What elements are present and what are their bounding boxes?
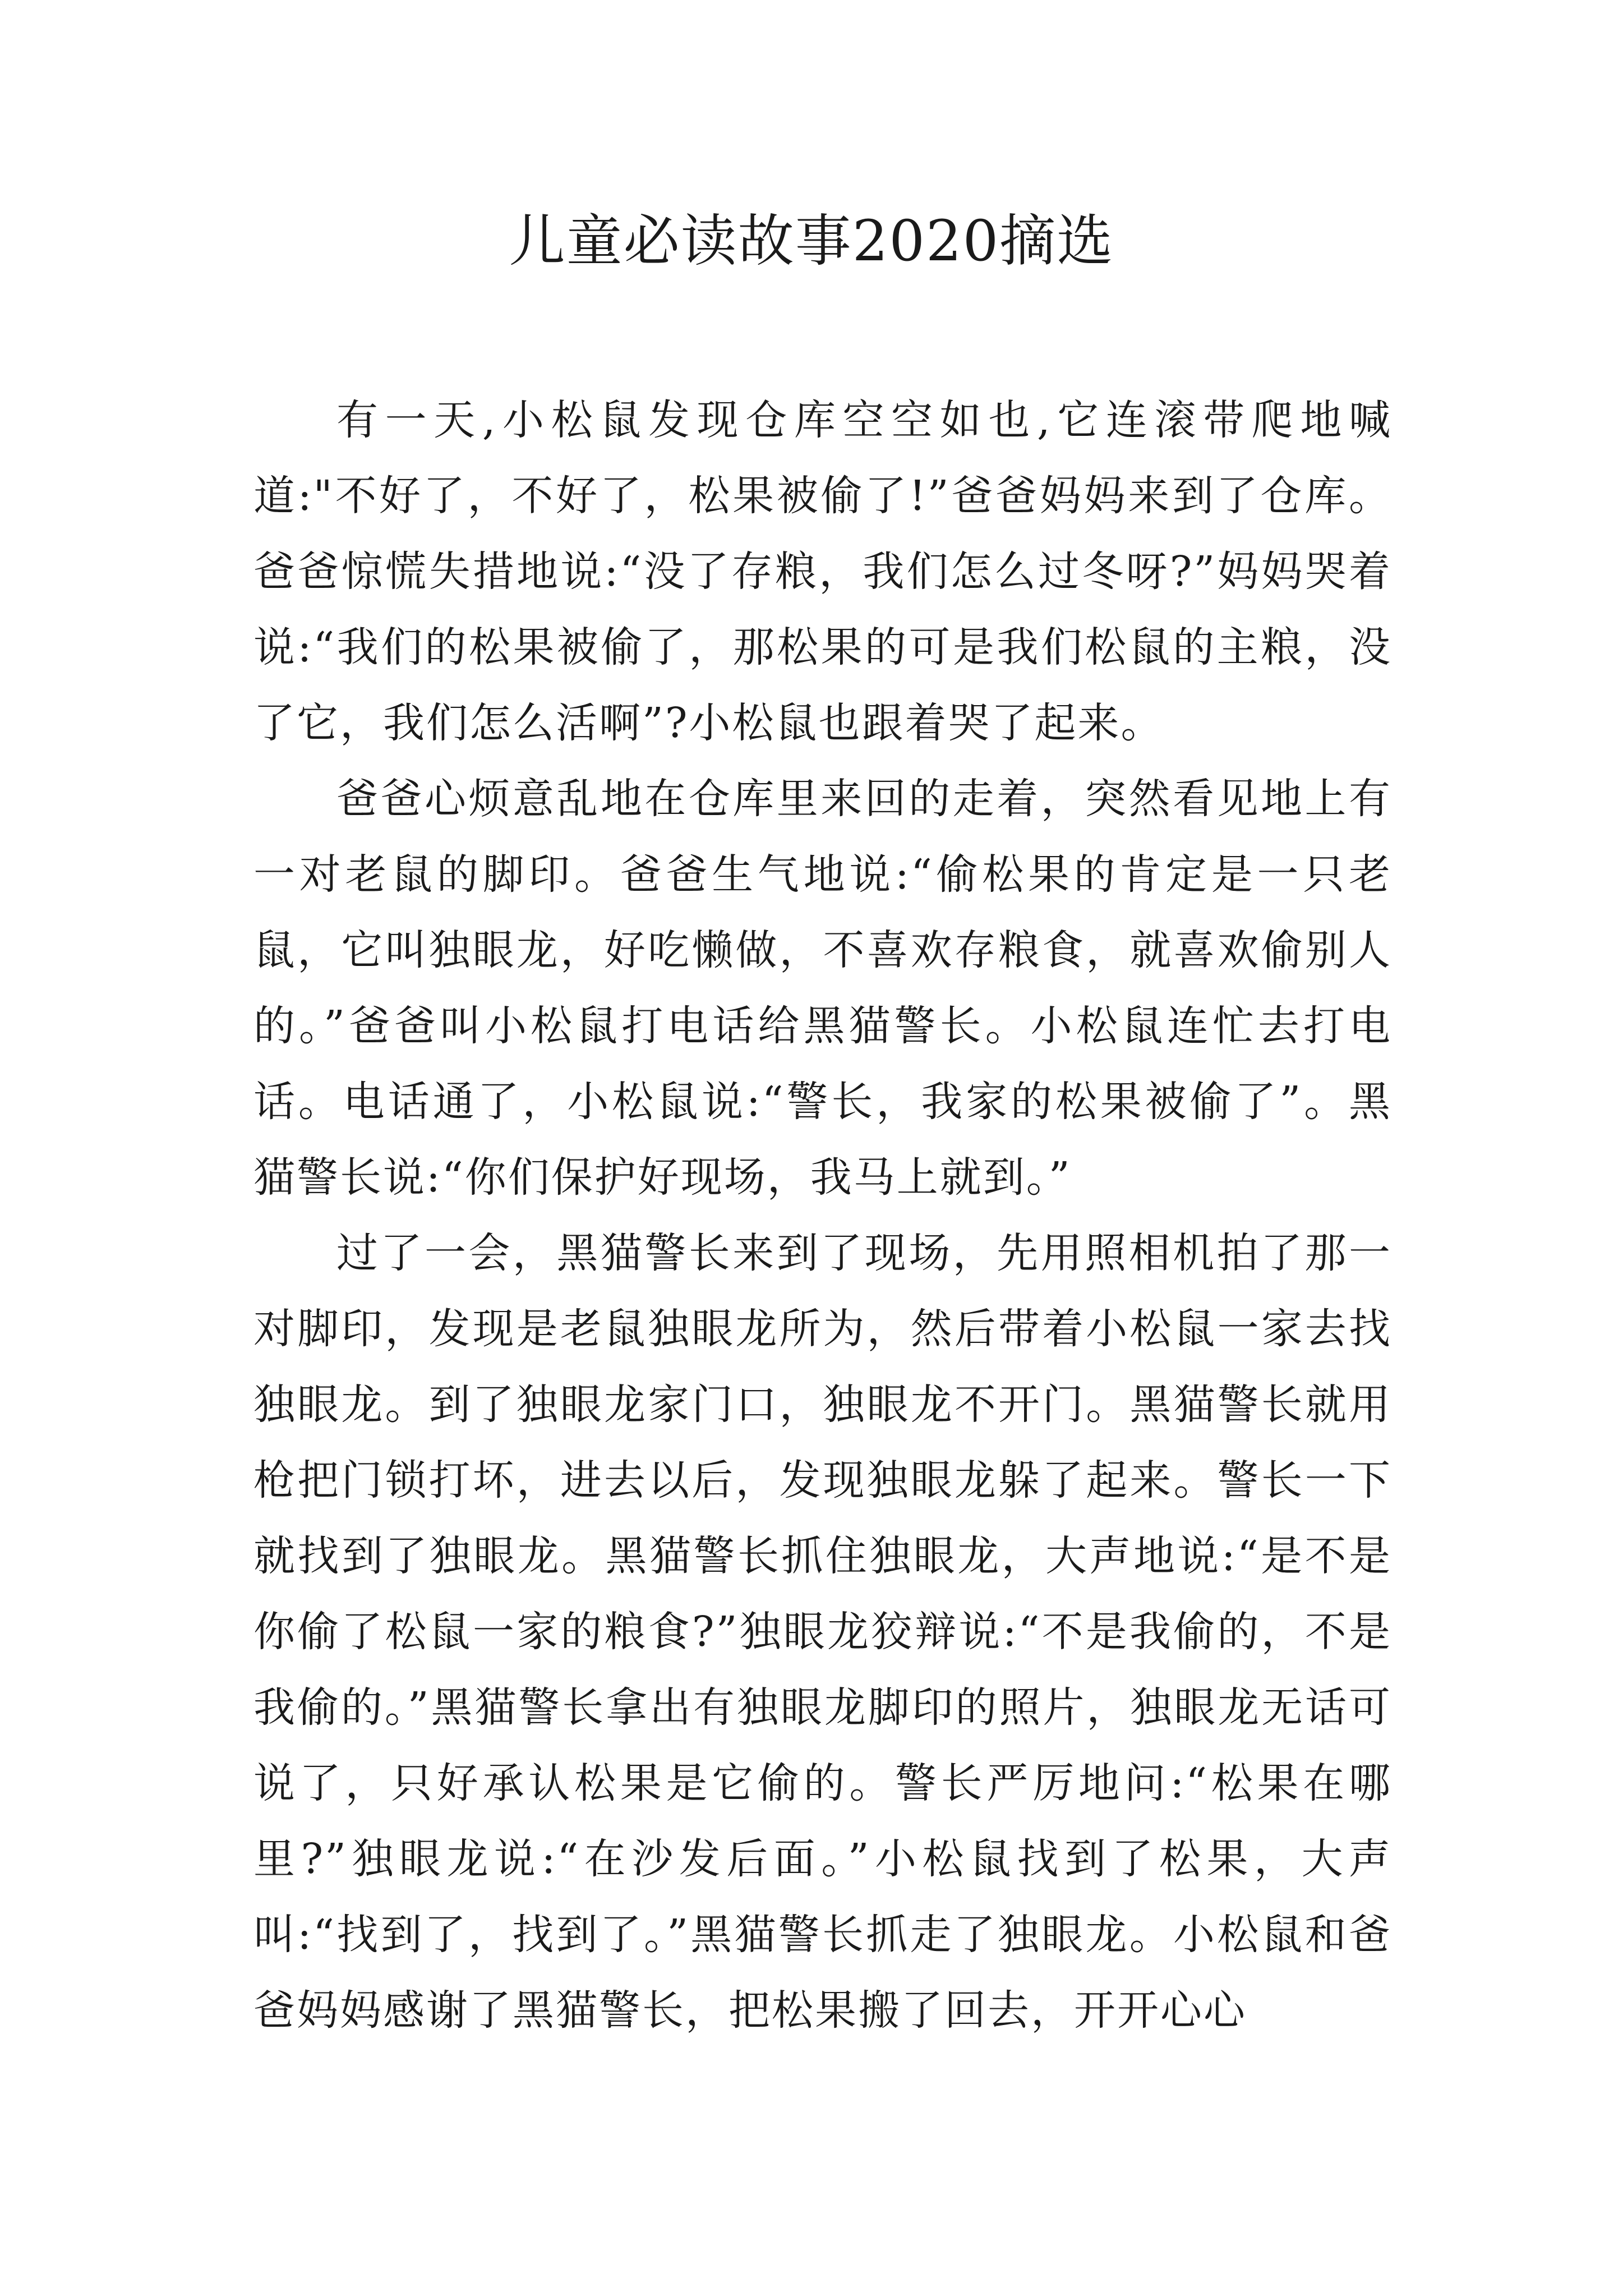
paragraph-3: 过了一会，黑猫警长来到了现场，先用照相机拍了那一对脚印，发现是老鼠独眼龙所为，然后带着小松鼠一家去找独眼龙。到了独眼龙家门口，独眼龙不开门。黑猫警长就用枪把门锁打坏，进去以后，发现独眼龙躲了起来。警长一下就找到了独眼龙。黑猫警长抓住独眼龙，大声地说:“是不是你偷了松鼠一家的粮食?”独眼龙狡辩说:“不是我偷的，不是我偷的。”黑猫警长拿出有独眼龙脚印的照片，独眼龙无话可说了，只好承认松果是它偷的。警长严厉地问:“松果在哪里?”独眼龙说:“在沙发后面。”小松鼠找到了松果，大声叫:“找到了，找到了。”黑猫警长抓走了独眼龙。小松鼠和爸爸妈妈感谢了黑猫警长，把松果搬了回去，开开心心 bbox=[253, 1229, 1392, 2035]
document-body bbox=[253, 383, 1392, 2049]
paragraph-1: 有一天,小松鼠发现仓库空空如也,它连滚带爬地喊道:"不好了，不好了，松果被偷了!”爸爸妈妈来到了仓库。爸爸惊慌失措地说:“没了存粮，我们怎么过冬呀?”妈妈哭着说:“我们的松果被偷了，那松果的可是我们松鼠的主粮，没了它，我们怎么活啊”?小松鼠也跟着哭了起来。 bbox=[253, 396, 1392, 747]
paragraph-2: 爸爸心烦意乱地在仓库里来回的走着，突然看见地上有一对老鼠的脚印。爸爸生气地说:“偷松果的肯定是一只老鼠，它叫独眼龙，好吃懒做，不喜欢存粮食，就喜欢偷别人的。”爸爸叫小松鼠打电话给黑猫警长。小松鼠连忙去打电话。电话通了，小松鼠说:“警长，我家的松果被偷了”。黑猫警长说:“你们保护好现场，我马上就到。” bbox=[253, 775, 1392, 1202]
document-title: 儿童必读故事2020摘选 bbox=[509, 208, 1114, 274]
